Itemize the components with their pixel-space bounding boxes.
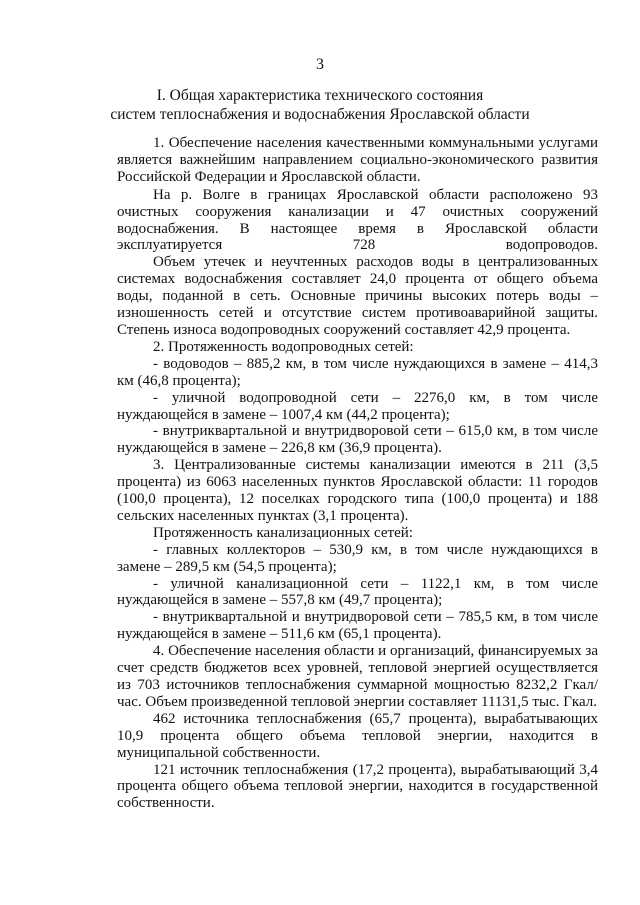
paragraph-15: 121 источник теплоснабжения (17,2 процента), вырабатывающий 3,4 процента общего объема тепловой энергии, находится в государственной собственности. [117,761,598,812]
section-title-line-1: I. Общая характеристика технического состояния [156,87,484,104]
paragraph-10: - главных коллекторов – 530,9 км, в том числе нуждающихся в замене – 289,5 км (54,5 процента); [117,541,598,575]
paragraph-5: - водоводов – 885,2 км, в том числе нуждающихся в замене – 414,3 км (46,8 процента); [117,355,598,389]
paragraph-8: 3. Централизованные системы канализации имеются в 211 (3,5 процента) из 6063 населенных пунктов Ярославской области: 11 городов (100,0 процента), 12 поселках городского типа (100,0 процента) и 188 сельских населенных пунктах (3,1 процента). [117,457,598,524]
paragraph-3: Объем утечек и неучтенных расходов воды в централизованных системах водоснабжения составляет 24,0 процента от общего объема воды, поданной в сеть. Основные причины высоких потерь воды – изношенность сетей и отсутствие систем противоаварийной защиты. Степень износа водопроводных сооружений составляет 42,9 процента. [117,254,598,338]
section-title-line-2: систем теплоснабжения и водоснабжения Ярославской области [110,106,530,123]
paragraph-14: 462 источника теплоснабжения (65,7 процента), вырабатывающих 10,9 процента общего объема тепловой энергии, находится в муниципальной собственности. [117,710,598,761]
paragraph-11: - уличной канализационной сети – 1122,1 км, в том числе нуждающейся в замене – 557,8 км (49,7 процента); [117,575,598,609]
paragraph-1: 1. Обеспечение населения качественными коммунальными услугами является важнейшим направлением социально-экономического развития Российской Федерации и Ярославской области. [117,135,598,185]
section-title [0,86,640,124]
paragraph-4: 2. Протяженность водопроводных сетей: [153,338,414,355]
paragraph-12: - внутриквартальной и внутридворовой сети – 785,5 км, в том числе нуждающейся в замене – 511,6 км (65,1 процента). [117,609,598,643]
paragraph-6: - уличной водопроводной сети – 2276,0 км, в том числе нуждающейся в замене – 1007,4 км (44,2 процента); [117,389,598,423]
paragraph-7: - внутриквартальной и внутридворовой сети – 615,0 км, в том числе нуждающейся в замене – 226,8 км (36,9 процента). [117,423,598,457]
paragraph-2: На р. Волге в границах Ярославской области расположено 93 очистных сооружения канализации и 47 очистных сооружений водоснабжения. В настоящее время в Ярославской области эксплуатируется 728 водопроводов. [117,186,598,254]
paragraph-9: Протяженность канализационных сетей: [153,524,413,541]
page-number: 3 [316,56,324,73]
document-body [117,135,598,812]
paragraph-13: 4. Обеспечение населения области и организаций, финансируемых за счет средств бюджетов всех уровней, тепловой энергией осуществляется из 703 источников теплоснабжения суммарной мощностью 8232,2 Гкал/час. Объем произведенной тепловой энергии составляет 11131,5 тыс. Гкал. [117,643,598,710]
